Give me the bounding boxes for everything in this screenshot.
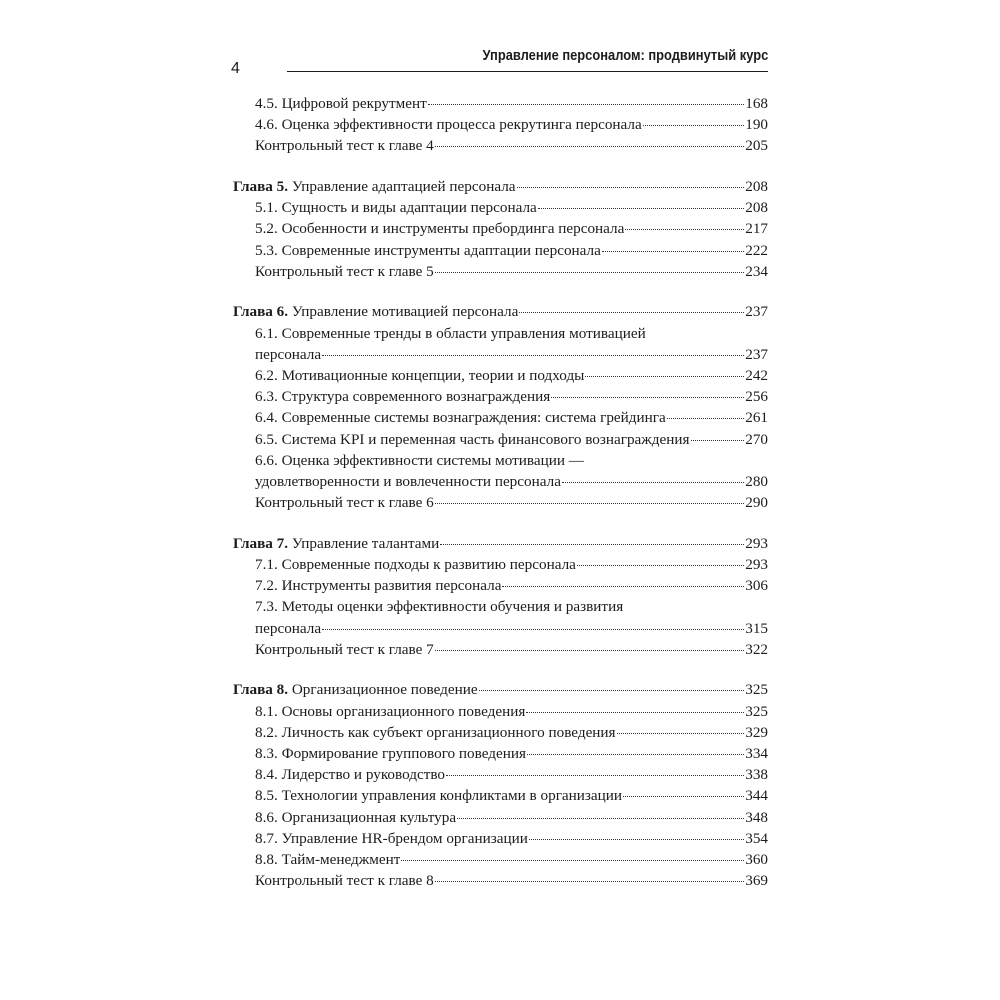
- toc-entry-page: 338: [745, 766, 768, 784]
- toc-entry[interactable]: [233, 492, 768, 513]
- toc-entry-page: 334: [745, 745, 768, 763]
- dot-leader: [446, 775, 744, 776]
- toc-entry[interactable]: [233, 639, 768, 660]
- toc-entry[interactable]: [233, 849, 768, 870]
- dot-leader: [562, 482, 744, 483]
- toc-entry-page: 256: [745, 388, 768, 406]
- toc-entry[interactable]: [233, 575, 768, 596]
- chapter-title: Управление мотивацией персонала: [291, 303, 519, 321]
- toc-entry[interactable]: [233, 114, 768, 135]
- toc-entry-page: 222: [745, 241, 768, 259]
- toc-entry-title: 8.4. Лидерство и руководство: [255, 766, 446, 784]
- toc-entry-page: 329: [745, 723, 768, 741]
- toc-entry-title: 8.8. Тайм-менеджмент: [255, 851, 401, 869]
- toc-chapter-8[interactable]: [233, 679, 768, 700]
- dot-leader: [322, 629, 744, 630]
- dot-leader: [435, 650, 744, 651]
- toc-entry-line1[interactable]: 6.1. Современные тренды в области управления мотивацией: [255, 324, 646, 342]
- toc-entry[interactable]: [233, 554, 768, 575]
- toc-entry-title: персонала: [255, 619, 322, 637]
- toc-entry[interactable]: [233, 240, 768, 261]
- dot-leader: [517, 187, 745, 188]
- dot-leader: [457, 818, 744, 819]
- chapter-label: Глава 5.: [233, 178, 289, 195]
- toc-entry-title: 7.2. Инструменты развития персонала: [255, 577, 502, 595]
- toc-entry-title: 5.2. Особенности и инструменты пребординга персонала: [255, 220, 625, 238]
- dot-leader: [519, 312, 744, 313]
- toc-entry-page: 217: [745, 220, 768, 238]
- dot-leader: [551, 397, 744, 398]
- dot-leader: [643, 125, 744, 126]
- toc-entry-title: 8.7. Управление HR-брендом организации: [255, 829, 528, 847]
- toc-entry-page: 234: [745, 262, 768, 280]
- dot-leader: [440, 544, 744, 545]
- toc-entry-page: 270: [745, 430, 768, 448]
- toc-entry-page: 325: [745, 702, 768, 720]
- toc-entry-title: 4.5. Цифровой рекрутмент: [255, 95, 427, 112]
- toc-entry-page: 208: [745, 178, 768, 195]
- toc-chapter-6[interactable]: [233, 301, 768, 322]
- toc-entry-line1[interactable]: 7.3. Методы оценки эффективности обучения и развития: [255, 598, 624, 616]
- toc-entry-title: Контрольный тест к главе 7: [255, 640, 434, 658]
- toc-entry-title: Контрольный тест к главе 6: [255, 494, 434, 512]
- toc-entry-title: 8.5. Технологии управления конфликтами в организации: [255, 787, 623, 805]
- dot-leader: [322, 355, 744, 356]
- chapter-title: Управление адаптацией персонала: [291, 178, 516, 195]
- dot-leader: [602, 251, 744, 252]
- toc-entry-page: 369: [745, 872, 768, 890]
- toc-entry[interactable]: [233, 828, 768, 849]
- toc-entry-page: 290: [745, 494, 768, 512]
- toc-entry-page: 280: [745, 473, 768, 491]
- toc-entry-page: 325: [745, 681, 768, 699]
- toc-entry-title: удовлетворенности и вовлеченности персонала: [255, 473, 561, 491]
- toc-entry[interactable]: [233, 807, 768, 828]
- toc-entry-title: 6.4. Современные системы вознаграждения: система грейдинга: [255, 409, 666, 427]
- toc-entry-page: 205: [745, 137, 768, 155]
- toc-entry-title: 4.6. Оценка эффективности процесса рекрутинга персонала: [255, 116, 642, 134]
- header-rule: [287, 71, 768, 72]
- toc-entry-title: Контрольный тест к главе 4: [255, 137, 434, 155]
- toc-entry-title: 8.3. Формирование группового поведения: [255, 745, 526, 763]
- dot-leader: [435, 503, 744, 504]
- dot-leader: [428, 104, 744, 105]
- toc-entry[interactable]: [233, 870, 768, 891]
- chapter-label: Глава 6.: [233, 303, 289, 321]
- toc-entry[interactable]: [233, 344, 768, 365]
- toc-entry-page: 261: [745, 409, 768, 427]
- toc-entry[interactable]: [233, 93, 768, 114]
- toc-entry-page: 315: [745, 619, 768, 637]
- toc-entry-title: Контрольный тест к главе 5: [255, 262, 434, 280]
- dot-leader: [691, 440, 745, 441]
- toc-entry-page: 293: [745, 556, 768, 574]
- dot-leader: [625, 229, 744, 230]
- toc-entry-title: 6.2. Мотивационные концепции, теории и подходы: [255, 367, 585, 385]
- toc-entry-page: 237: [745, 345, 768, 363]
- toc-entry[interactable]: [233, 471, 768, 492]
- toc-entry-page: 293: [745, 534, 768, 552]
- dot-leader: [667, 418, 744, 419]
- dot-leader: [538, 208, 744, 209]
- dot-leader: [435, 881, 744, 882]
- toc-chapter-7[interactable]: [233, 533, 768, 554]
- toc-entry-page: 190: [745, 116, 768, 134]
- toc-entry-page: 208: [745, 199, 768, 217]
- dot-leader: [527, 754, 744, 755]
- toc-entry-page: 322: [745, 640, 768, 658]
- chapter-title: Управление талантами: [291, 534, 440, 552]
- dot-leader: [502, 586, 744, 587]
- dot-leader: [401, 860, 744, 861]
- toc-entry-title: 5.1. Сущность и виды адаптации персонала: [255, 199, 537, 217]
- toc-entry[interactable]: [233, 618, 768, 639]
- dot-leader: [435, 146, 744, 147]
- toc-entry-page: 306: [745, 577, 768, 595]
- toc-entry[interactable]: [233, 429, 768, 450]
- dot-leader: [577, 565, 744, 566]
- page-number: 4: [231, 60, 240, 77]
- chapter-label: Глава 7.: [233, 534, 289, 552]
- chapter-label: Глава 8.: [233, 681, 289, 699]
- toc-entry[interactable]: [233, 764, 768, 785]
- toc-entry-page: 168: [745, 95, 768, 112]
- toc-chapter-5[interactable]: [233, 176, 768, 197]
- toc-entry-page: 360: [745, 851, 768, 869]
- dot-leader: [435, 272, 744, 273]
- toc-entry-title: 6.3. Структура современного вознаграждения: [255, 388, 551, 406]
- toc-entry-line1[interactable]: 6.6. Оценка эффективности системы мотивации —: [255, 451, 584, 469]
- toc-entry[interactable]: [233, 197, 768, 218]
- toc-entry[interactable]: [233, 785, 768, 806]
- toc-entry-title: 8.6. Организационная культура: [255, 808, 457, 826]
- toc-entry-page: 242: [745, 367, 768, 385]
- chapter-title: Организационное поведение: [291, 681, 478, 699]
- toc-entry-page: 354: [745, 829, 768, 847]
- dot-leader: [623, 796, 744, 797]
- toc-entry[interactable]: [233, 365, 768, 386]
- toc-entry[interactable]: [233, 743, 768, 764]
- toc-entry-title: Контрольный тест к главе 8: [255, 872, 434, 890]
- toc-entry-page: 344: [745, 787, 768, 805]
- toc-entry[interactable]: [233, 386, 768, 407]
- toc-entry[interactable]: [233, 701, 768, 722]
- toc-entry-title: 8.2. Личность как субъект организационного поведения: [255, 723, 616, 741]
- toc-entry[interactable]: [233, 407, 768, 428]
- running-title: Управление персоналом: продвинутый курс: [482, 47, 768, 64]
- toc-entry-title: 5.3. Современные инструменты адаптации персонала: [255, 241, 601, 259]
- dot-leader: [526, 712, 744, 713]
- toc-entry-title: 8.1. Основы организационного поведения: [255, 702, 526, 720]
- toc-entry[interactable]: [233, 261, 768, 282]
- toc-entry[interactable]: [233, 135, 768, 156]
- toc-entry[interactable]: [233, 722, 768, 743]
- table-of-contents: [233, 93, 768, 891]
- toc-entry-title: персонала: [255, 345, 322, 363]
- dot-leader: [479, 690, 745, 691]
- toc-entry-title: 7.1. Современные подходы к развитию персонала: [255, 556, 576, 574]
- toc-entry-page: 237: [745, 303, 768, 321]
- dot-leader: [529, 839, 744, 840]
- dot-leader: [585, 376, 744, 377]
- toc-entry-title: 6.5. Система KPI и переменная часть финансового вознаграждения: [255, 430, 690, 448]
- toc-entry[interactable]: [233, 218, 768, 239]
- dot-leader: [617, 733, 745, 734]
- toc-entry-page: 348: [745, 808, 768, 826]
